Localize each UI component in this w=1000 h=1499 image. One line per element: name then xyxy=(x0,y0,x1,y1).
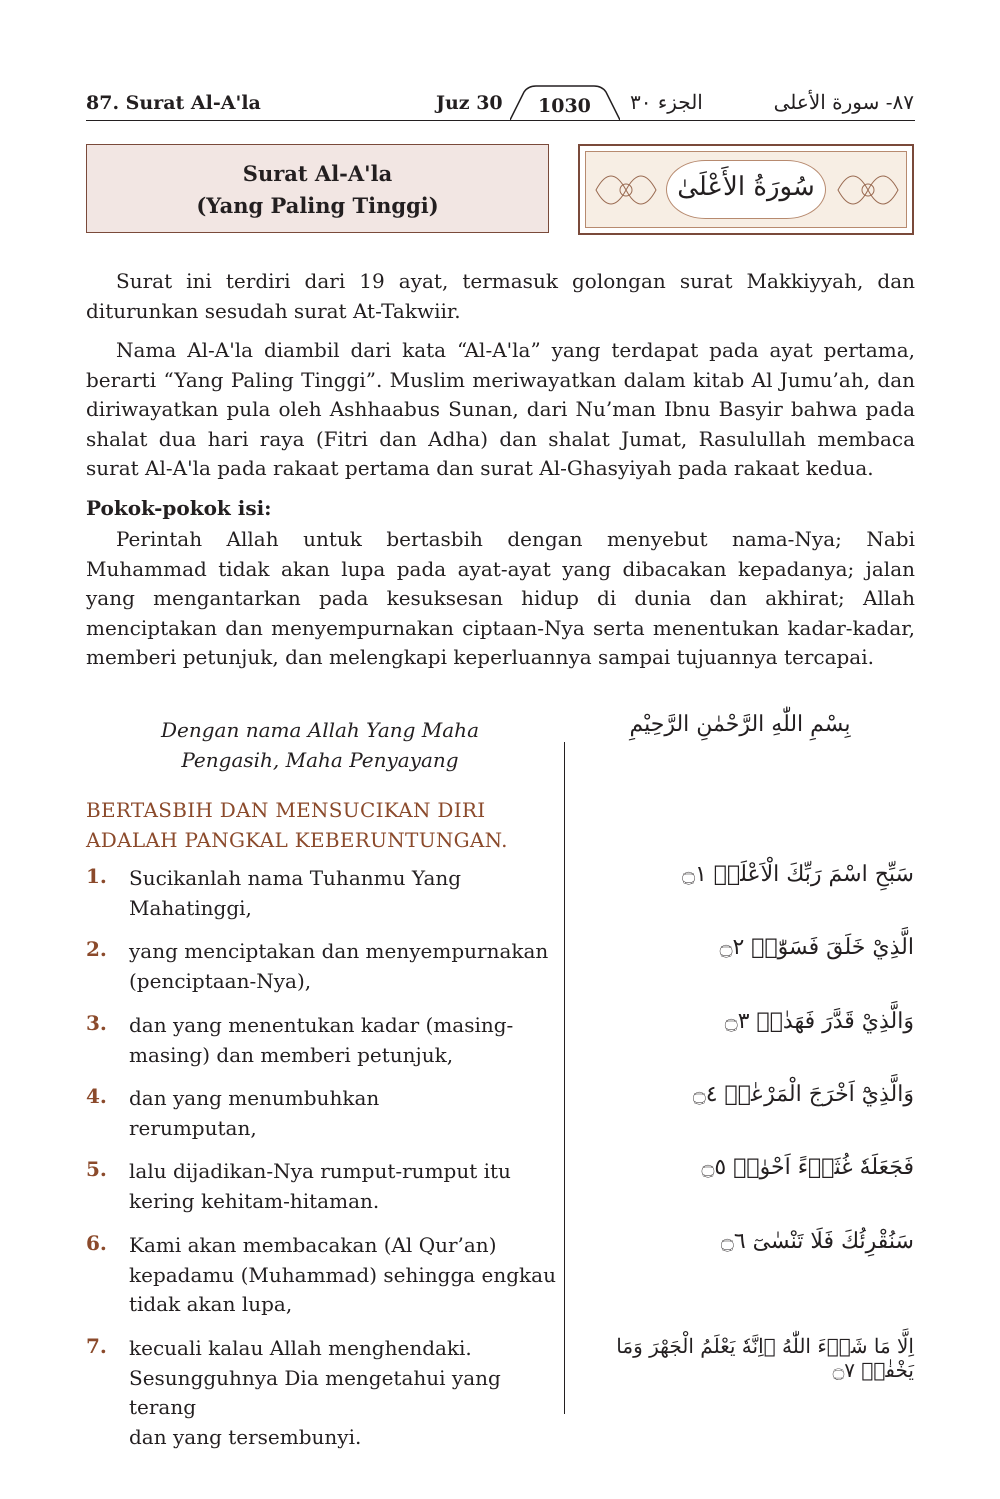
verse-number: 3. xyxy=(86,1011,107,1035)
verse-arabic: فَجَعَلَهٗ غُثَاۤءً اَحْوٰىۗ ۝٥ xyxy=(701,1155,914,1180)
bismillah-arabic: بِسْمِ اللّٰهِ الرَّحْمٰنِ الرَّحِيْمِ xyxy=(629,712,851,737)
bismillah-translation-line-1: Dengan nama Allah Yang Maha xyxy=(161,718,479,742)
verse-line: lalu dijadikan-Nya rumput-rumput itu xyxy=(129,1159,511,1183)
header-surah-name: 87. Surat Al-A'la xyxy=(86,92,261,114)
header-juz-arabic: الجزء ٣٠ xyxy=(630,90,703,114)
verse-translation xyxy=(129,1231,559,1320)
intro-paragraph-2-text: Nama Al-A'la diambil dari kata “Al-A'la” yang terdapat pada ayat pertama, berarti “Yang Paling Tinggi”. Muslim meriwayatkan dalam kitab Al Jumu’ah, dan diriwayatkan pula oleh Ashhaabus Sunan, dari Nu’man Ibnu Basyir bahwa pada shalat dua hari raya (Fitri dan Adha) dan shalat Jumat, Rasulullah membaca surat Al-A'la pada rakaat pertama dan surat Al-Ghasyiyah pada rakaat kedua. xyxy=(86,338,915,480)
verse-line: kepadamu (Muhammad) sehingga engkau xyxy=(129,1262,556,1287)
verse-translation xyxy=(129,1084,559,1143)
verse-line: masing) dan memberi petunjuk, xyxy=(129,1042,454,1067)
intro-paragraph-1 xyxy=(86,267,915,326)
verse-arabic: سَنُقْرِئُكَ فَلَا تَنْسٰىٓ ۝٦ xyxy=(720,1229,914,1254)
verse-line: dan yang menentukan kadar (masing- xyxy=(129,1013,514,1037)
verse-number: 6. xyxy=(86,1231,107,1255)
contents-heading: Pokok-pokok isi: xyxy=(86,496,272,520)
verse-line: dan yang menumbuhkan xyxy=(129,1086,380,1110)
verse-line: kecuali kalau Allah menghendaki. xyxy=(129,1336,472,1360)
page-number: 1030 xyxy=(538,95,591,117)
verse-number: 4. xyxy=(86,1084,107,1108)
bismillah-translation xyxy=(120,716,520,775)
header-juz: Juz 30 xyxy=(436,92,503,114)
verse-translation xyxy=(129,1157,559,1216)
intro-paragraph-2 xyxy=(86,336,915,484)
contents-paragraph xyxy=(86,525,915,673)
column-divider xyxy=(564,742,565,1414)
verse-number: 1. xyxy=(86,864,107,888)
surah-title-box xyxy=(86,144,549,233)
verse-translation xyxy=(129,1334,559,1452)
surah-title: Surat Al-A'la xyxy=(242,161,393,186)
verse-translation xyxy=(129,864,559,923)
ornament-pattern xyxy=(585,151,907,228)
verse-line: Mahatinggi, xyxy=(129,895,252,920)
section-heading-line-2: ADALAH PANGKAL KEBERUNTUNGAN. xyxy=(86,827,508,852)
verse-line: Kami akan membacakan (Al Qur’an) xyxy=(129,1233,497,1257)
verse-translation xyxy=(129,937,559,996)
verse-line: rerumputan, xyxy=(129,1115,257,1140)
surah-title-arabic: سُورَةُ الأَعْلَىٰ xyxy=(677,172,815,202)
verse-arabic: وَالَّذِيْ قَدَّرَ فَهَدٰىۖ ۝٣ xyxy=(724,1009,914,1034)
verse-number: 2. xyxy=(86,937,107,961)
verse-number: 5. xyxy=(86,1157,107,1181)
verse-line: dan yang tersembunyi. xyxy=(129,1424,362,1449)
verse-arabic: وَالَّذِيْٓ اَخْرَجَ الْمَرْعٰىۖ ۝٤ xyxy=(692,1082,914,1107)
verse-arabic: الَّذِيْ خَلَقَ فَسَوّٰىۖ ۝٢ xyxy=(719,935,914,960)
verse-line: tidak akan lupa, xyxy=(129,1292,293,1316)
header-rule xyxy=(86,120,915,121)
surah-subtitle: (Yang Paling Tinggi) xyxy=(196,193,439,218)
header-surah-arabic: ٨٧- سورة الأعلى xyxy=(773,90,914,114)
surah-ornament-frame xyxy=(578,144,914,235)
verse-line: (penciptaan-Nya), xyxy=(129,968,312,993)
verse-line: yang menciptakan dan menyempurnakan xyxy=(129,939,549,963)
intro-paragraph-1-text: Surat ini terdiri dari 19 ayat, termasuk golongan surat Makkiyyah, dan diturunkan sesudah surat At-Takwiir. xyxy=(86,269,915,323)
section-heading-line-1: BERTASBIH DAN MENSUCIKAN DIRI xyxy=(86,798,486,822)
bismillah-translation-line-2: Pengasih, Maha Penyayang xyxy=(181,747,459,772)
verse-arabic: اِلَّا مَا شَاۤءَ اللّٰهُ ۗاِنَّهٗ يَعْلَمُ الْجَهْرَ وَمَا يَخْفٰىۗ ۝٧ xyxy=(616,1334,914,1382)
verse-number: 7. xyxy=(86,1334,107,1358)
verse-arabic: سَبِّحِ اسْمَ رَبِّكَ الْاَعْلَىۙ ۝١ xyxy=(682,862,914,887)
section-heading xyxy=(86,796,508,855)
verse-line: Sesungguhnya Dia mengetahui yang terang xyxy=(129,1365,501,1419)
verse-line: Sucikanlah nama Tuhanmu Yang xyxy=(129,866,462,890)
verse-translation xyxy=(129,1011,559,1070)
verse-line: kering kehitam-hitaman. xyxy=(129,1188,380,1213)
contents-paragraph-text: Perintah Allah untuk bertasbih dengan menyebut nama-Nya; Nabi Muhammad tidak akan lupa pada ayat-ayat yang dibacakan kepadanya; jalan yang mengantarkan pada kesuksesan hidup di dunia dan akhirat; Allah menciptakan dan menyempurnakan ciptaan-Nya serta menentukan kadar-kadar, memberi petunjuk, dan melengkapi keperluannya sampai tujuannya tercapai. xyxy=(86,527,915,669)
